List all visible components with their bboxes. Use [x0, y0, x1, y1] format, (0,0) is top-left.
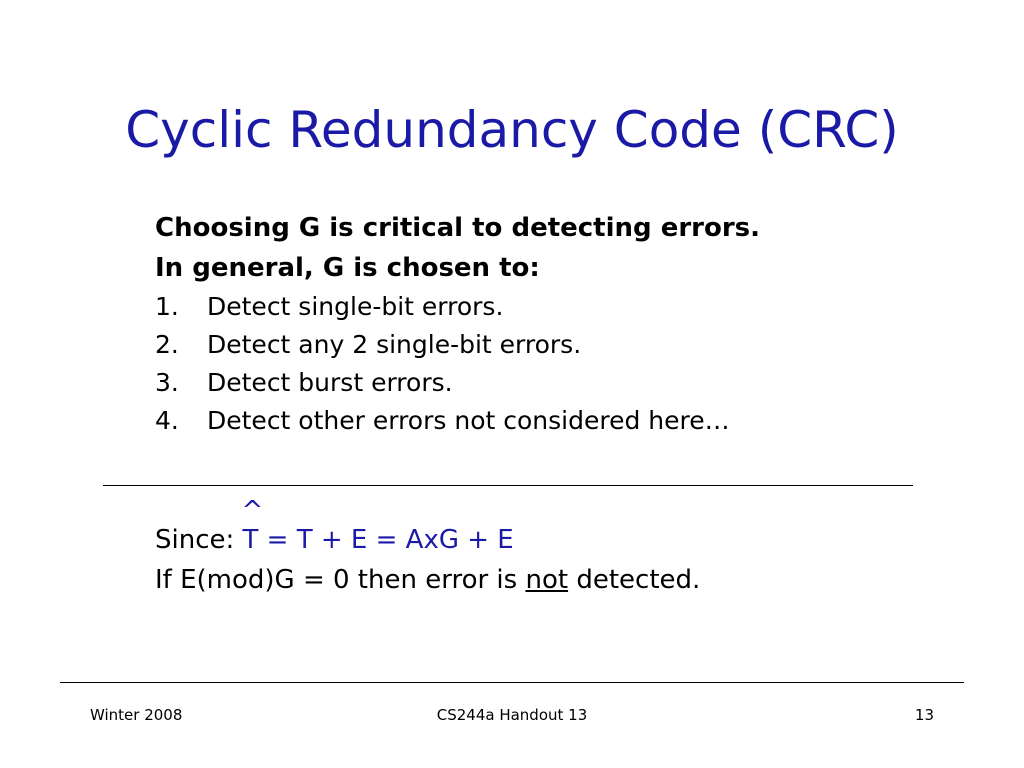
- list-item-text: Detect any 2 single-bit errors.: [207, 330, 582, 359]
- list-item-number: 1.: [155, 292, 179, 321]
- content-block: [155, 208, 935, 440]
- criteria-list: [155, 288, 935, 440]
- intro-line-1: Choosing G is critical to detecting errors.: [155, 213, 761, 243]
- footer-divider: [60, 682, 964, 683]
- list-item-number: 3.: [155, 368, 179, 397]
- since-label: Since:: [155, 525, 243, 555]
- if-line-emphasis: not: [525, 565, 569, 595]
- if-line-after: detected.: [568, 565, 701, 595]
- equation-block: [155, 496, 935, 600]
- t-hat-letter: T: [242, 525, 259, 555]
- equation-rest: = T + E = AxG + E: [258, 525, 514, 555]
- list-item-text: Detect single-bit errors.: [207, 292, 504, 321]
- hat-accent: ^: [241, 496, 264, 526]
- if-line: [155, 560, 935, 600]
- footer-page-number: 13: [914, 706, 934, 724]
- equation: [241, 496, 514, 555]
- list-item: [155, 288, 935, 326]
- intro-line-2: In general, G is chosen to:: [155, 253, 540, 283]
- section-divider: [103, 485, 913, 486]
- list-item-number: 4.: [155, 406, 179, 435]
- list-item-number: 2.: [155, 330, 179, 359]
- if-line-before: If E(mod)G = 0 then error is: [155, 565, 526, 595]
- t-hat-symbol: [241, 496, 264, 560]
- footer-date: Winter 2008: [90, 706, 183, 724]
- list-item: [155, 326, 935, 364]
- footer-course: CS244a Handout 13: [436, 706, 588, 724]
- slide-title: Cyclic Redundancy Code (CRC): [125, 101, 899, 159]
- list-item-text: Detect other errors not considered here…: [207, 406, 730, 435]
- list-item-text: Detect burst errors.: [207, 368, 453, 397]
- list-item: [155, 402, 935, 440]
- list-item: [155, 364, 935, 402]
- since-line: [155, 496, 935, 560]
